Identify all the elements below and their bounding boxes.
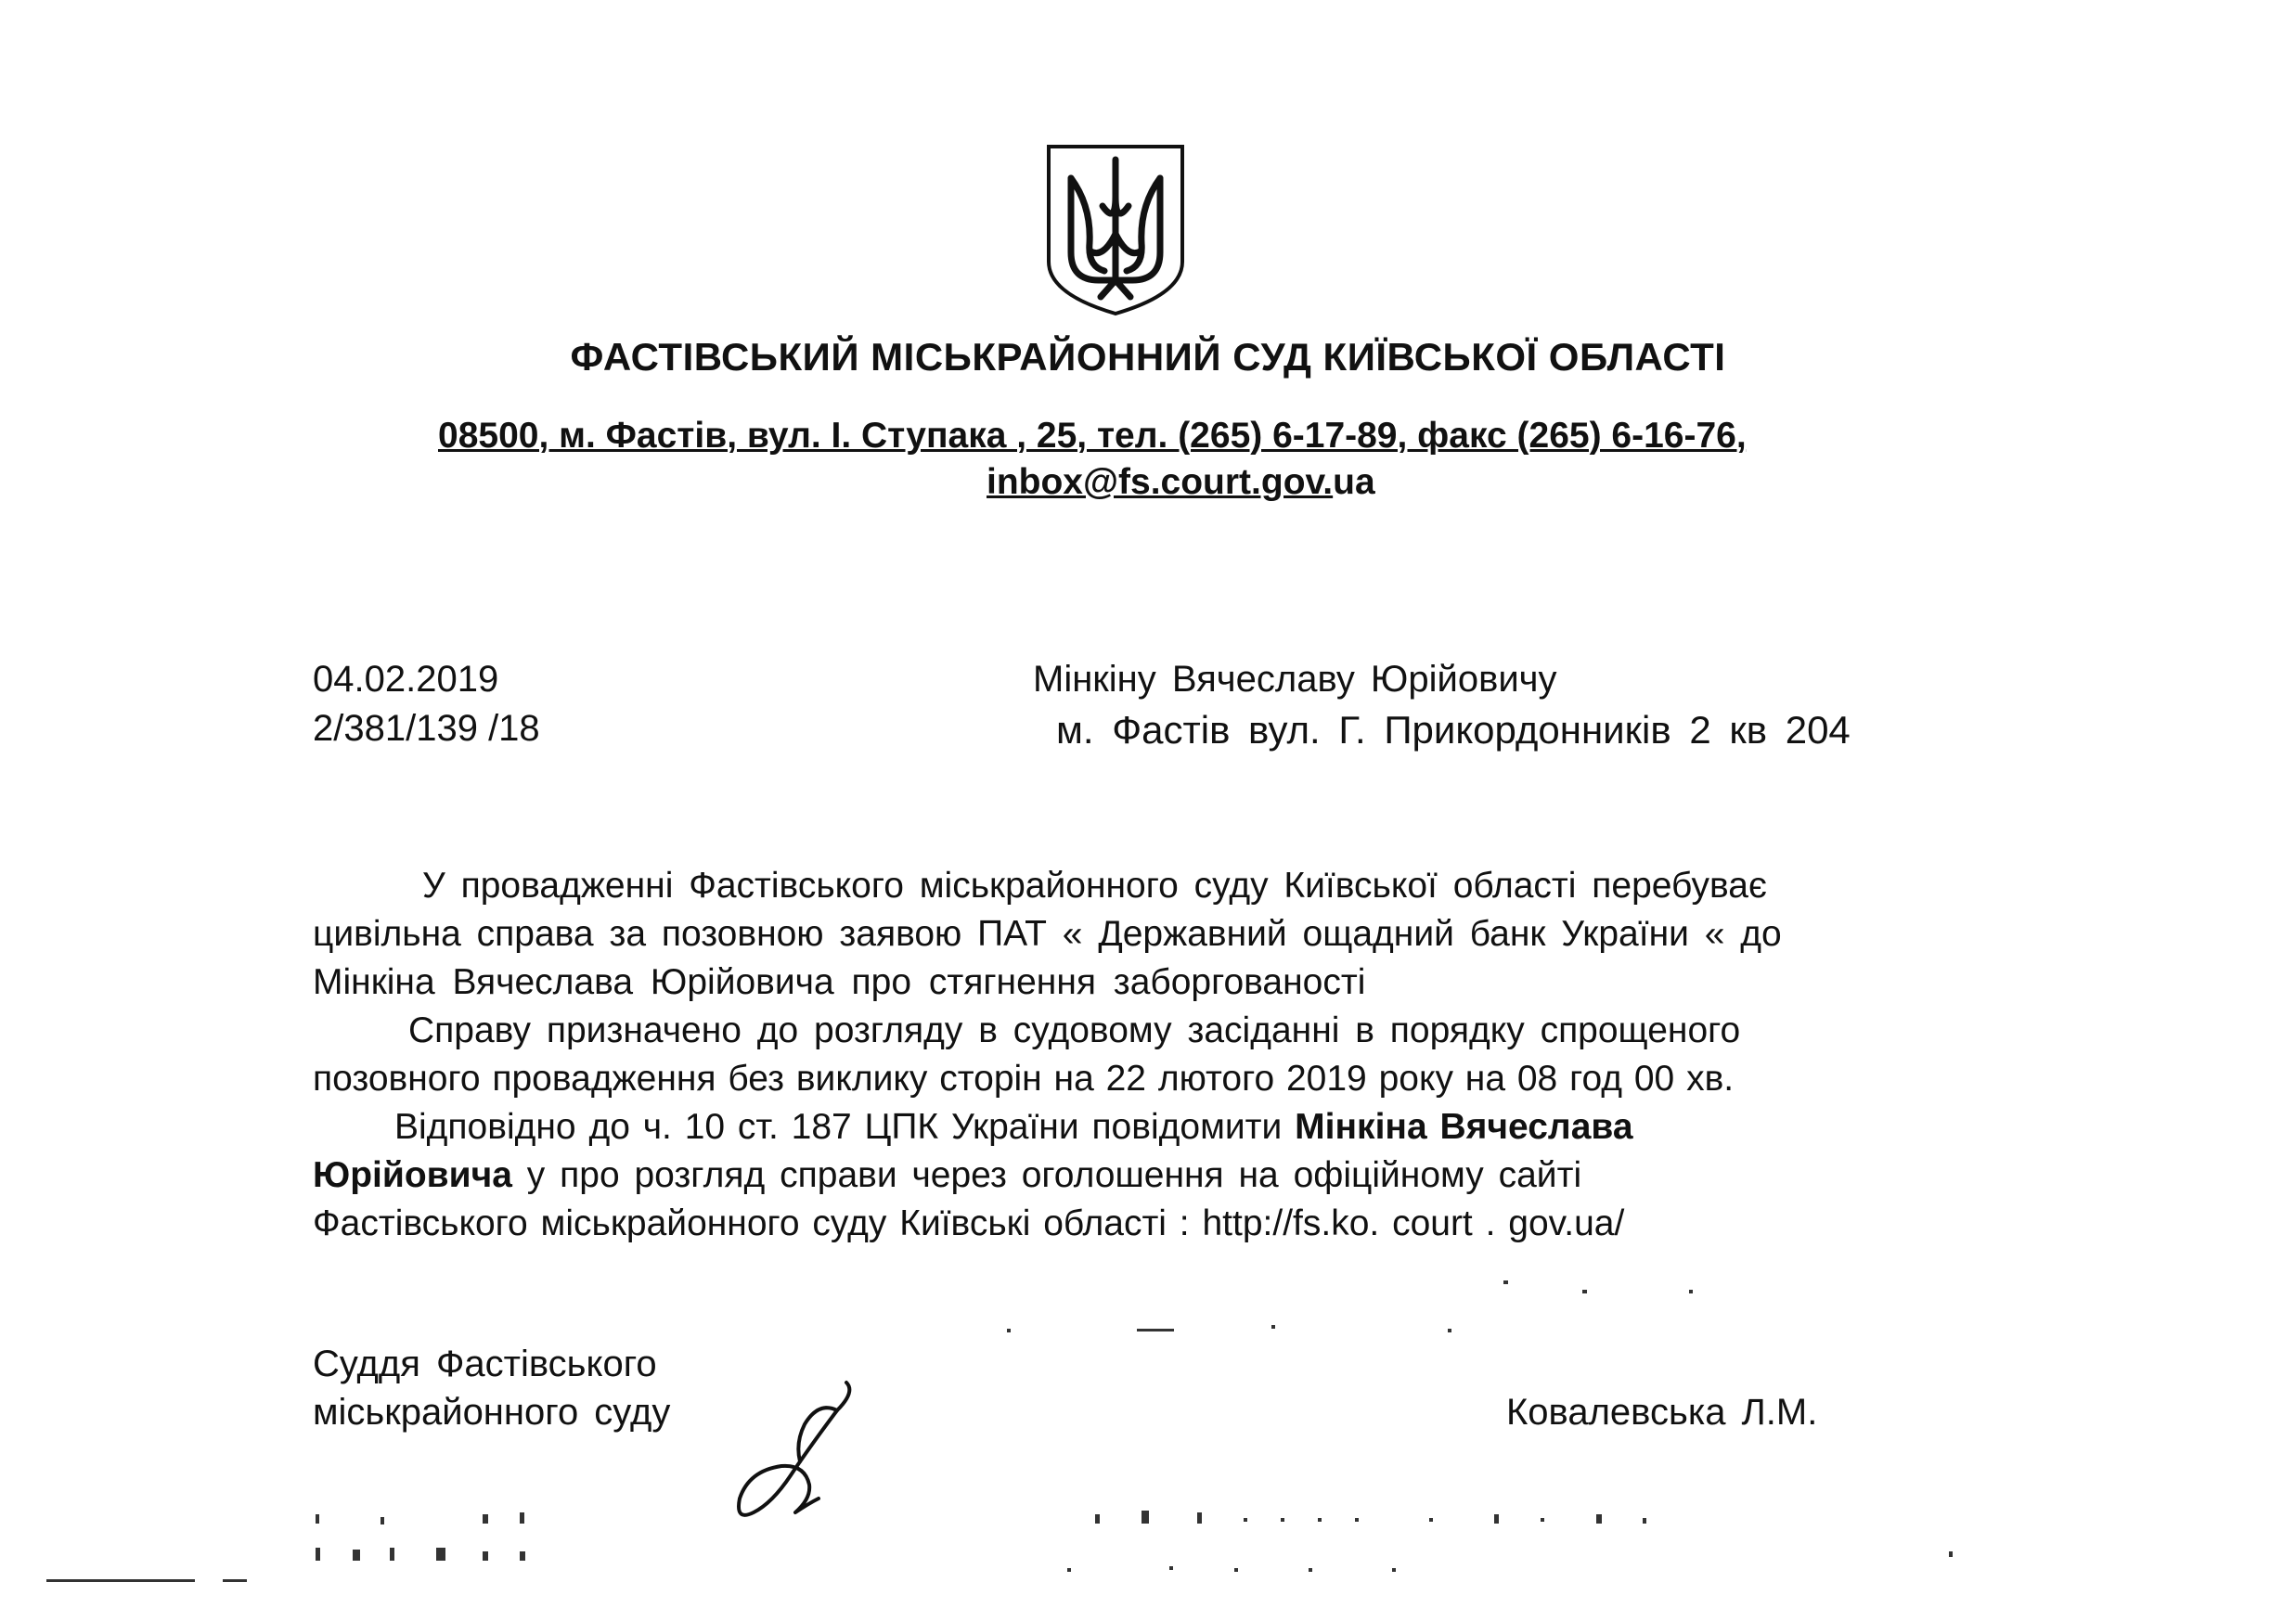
- scan-artifact: [1392, 1568, 1396, 1572]
- scan-artifact: [1007, 1329, 1011, 1332]
- scan-artifact: [1244, 1518, 1247, 1522]
- scan-artifact: [1318, 1518, 1322, 1522]
- court-email: [987, 462, 1375, 503]
- judge-title-line1: Суддя Фастівського: [313, 1344, 657, 1384]
- scan-artifact: [1095, 1514, 1100, 1524]
- scan-artifact: [1142, 1511, 1149, 1524]
- scan-artifact: [1281, 1518, 1284, 1522]
- body-line: Справу призначено до розгляду в судовому засіданні в порядку спрощеного: [408, 1010, 1741, 1050]
- trident-emblem-icon: [1043, 141, 1188, 317]
- court-address: 08500, м. Фастів, вул. І. Ступака , 25, тел. (265) 6-17-89, факс (265) 6-16-76,: [438, 416, 1747, 456]
- scan-artifact: [1271, 1325, 1275, 1329]
- scan-artifact: [1448, 1329, 1451, 1332]
- scan-artifact: [1234, 1568, 1238, 1572]
- scan-artifact: [1541, 1518, 1544, 1522]
- document-date: 04.02.2019: [313, 659, 499, 700]
- judge-name: Ковалевська Л.М.: [1506, 1392, 1818, 1433]
- scan-artifact: [46, 1579, 195, 1582]
- scan-artifact: [1949, 1551, 1953, 1557]
- scan-artifact: [1137, 1329, 1174, 1331]
- body-line: Мінкіна Вячеслава Юрійовича про стягнення заборгованості: [313, 962, 1366, 1002]
- scan-artifact: [520, 1551, 525, 1561]
- scan-artifact: [390, 1548, 394, 1561]
- court-email-link[interactable]: inbox@fs.court.gov.: [987, 462, 1334, 502]
- body-line: [394, 1107, 1633, 1148]
- scan-artifact: [381, 1517, 384, 1524]
- scan-artifact: [353, 1550, 360, 1561]
- scan-artifact: [316, 1514, 319, 1524]
- scan-artifact: [1067, 1568, 1071, 1572]
- court-name: ФАСТІВСЬКИЙ МІСЬКРАЙОННИЙ СУД КИЇВСЬКОЇ ОБЛАСТІ: [570, 335, 1726, 379]
- body-line: У провадженні Фастівського міськрайонного суду Київської області перебуває: [422, 866, 1767, 906]
- addressee-name: Мінкіну Вячеславу Юрійовичу: [1033, 659, 1557, 700]
- body-text: у про розгляд справи через оголошення на офіційному сайті: [511, 1155, 1582, 1195]
- scan-artifact: [1643, 1518, 1646, 1524]
- scan-artifact: [1582, 1290, 1587, 1293]
- scan-artifact: [436, 1548, 445, 1561]
- body-line: позовного провадження без виклику сторін на 22 лютого 2019 року на 08 год 00 хв.: [313, 1059, 1735, 1099]
- court-email-tail: ua: [1333, 462, 1375, 502]
- addressee-address: м. Фастів вул. Г. Прикордонників 2 кв 204: [1056, 708, 1851, 752]
- body-line: [313, 1155, 1581, 1196]
- scan-artifact: [483, 1514, 488, 1524]
- document-number: 2/381/139 /18: [313, 708, 540, 749]
- defendant-patronymic-bold: Юрійовича: [313, 1155, 512, 1195]
- scan-artifact: [520, 1512, 524, 1524]
- scan-artifact: [1689, 1290, 1693, 1293]
- body-line: цивільна справа за позовною заявою ПАТ « Державний ощадний банк України « до: [313, 914, 1782, 954]
- handwritten-signature: [716, 1373, 865, 1531]
- scan-artifact: [1429, 1518, 1433, 1522]
- scan-artifact: [223, 1579, 247, 1582]
- scan-artifact: [1494, 1514, 1499, 1524]
- scan-artifact: [1197, 1512, 1202, 1524]
- scan-artifact: [1596, 1514, 1602, 1524]
- body-line: Фастівського міськрайонного суду Київські області : http://fs.ko. court . gov.ua/: [313, 1203, 1625, 1243]
- judge-title-line2: міськрайонного суду: [313, 1392, 671, 1433]
- scan-artifact: [1355, 1518, 1359, 1522]
- scan-artifact: [1309, 1568, 1312, 1572]
- defendant-name-bold: Мінкіна Вячеслава: [1295, 1107, 1633, 1147]
- scan-artifact: [1169, 1566, 1173, 1570]
- body-text: Відповідно до ч. 10 ст. 187 ЦПК України повідомити: [394, 1107, 1296, 1147]
- scan-artifact: [316, 1548, 320, 1561]
- scan-artifact: [483, 1551, 488, 1561]
- scan-artifact: [1503, 1280, 1508, 1284]
